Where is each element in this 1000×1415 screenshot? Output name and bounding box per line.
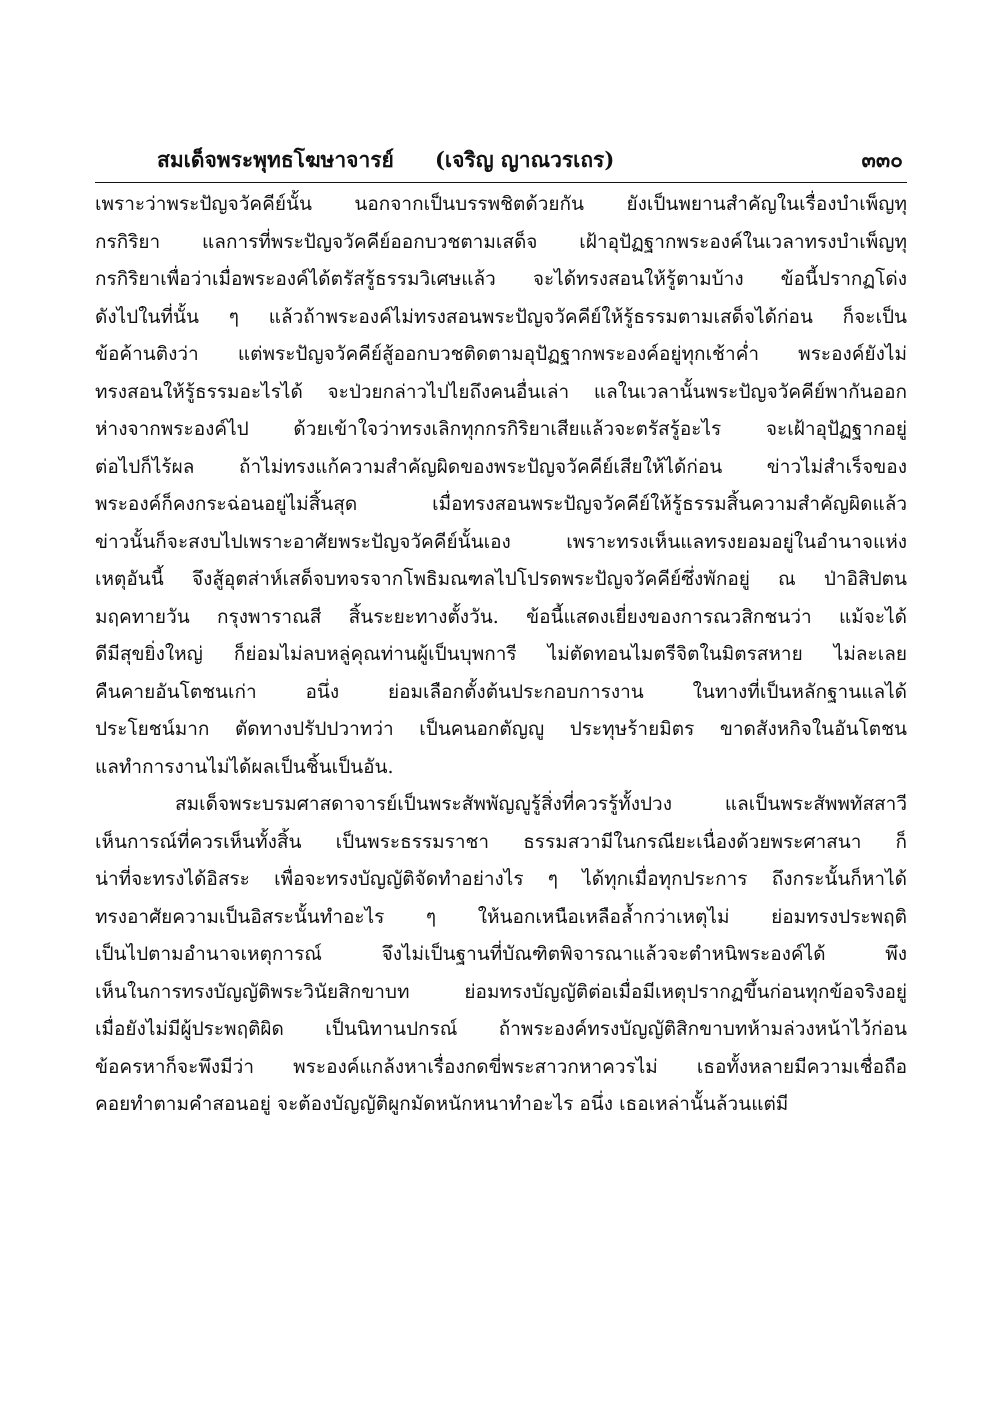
- text-line: มฤคทายวัน กรุงพาราณสี สิ้นระยะทางตั้งวัน. ข้อนี้แสดงเยี่ยงของการณวสิกชนว่า แม้จะได้: [95, 605, 907, 628]
- text-line: ข้อค้านติงว่า แต่พระปัญจวัคคีย์สู้ออกบวชติดตามอุปัฏฐากพระองค์อยู่ทุกเช้าค่ำ พระองค์ยังไม่: [95, 343, 907, 365]
- text-line: คืนคายอันโตชนเก่า อนึ่ง ย่อมเลือกตั้งต้นประกอบการงาน ในทางที่เป็นหลักฐานแลได้: [95, 680, 907, 703]
- text-line: เมื่อยังไม่มีผู้ประพฤติผิด เป็นนิทานปกรณ์ ถ้าพระองค์ทรงบัญญัติสิกขาบทห้ามล่วงหน้าไว้ก่อน: [95, 1018, 907, 1040]
- text-line: ห่างจากพระองค์ไป ด้วยเข้าใจว่าทรงเลิกทุกกรกิริยาเสียแล้วจะตรัสรู้อะไร จะเฝ้าอุปัฏฐากอยู่: [95, 418, 907, 440]
- page-number: ๓๓๐: [861, 147, 903, 172]
- text-line: ดีมีสุขยิ่งใหญ่ ก็ย่อมไม่ลบหลู่คุณท่านผู้เป็นบุพการี ไม่ตัดทอนไมตรีจิตในมิตรสหาย ไม่ละเลย: [95, 643, 907, 665]
- text-line: กรกิริยาเพื่อว่าเมื่อพระองค์ได้ตรัสรู้ธรรมวิเศษแล้ว จะได้ทรงสอนให้รู้ตามบ้าง ข้อนี้ปรากฏโด่ง: [95, 268, 907, 290]
- text-line: ดังไปในที่นั้น ๆ แล้วถ้าพระองค์ไม่ทรงสอนพระปัญจวัคคีย์ให้รู้ธรรมตามเสด็จได้ก่อน ก็จะเป็น: [95, 305, 907, 328]
- text-line: เป็นไปตามอำนาจเหตุการณ์ จึงไม่เป็นฐานที่บัณฑิตพิจารณาแล้วจะตำหนิพระองค์ได้ พึง: [95, 943, 907, 965]
- body-text: [95, 186, 907, 1124]
- text-line: คอยทำตามคำสอนอยู่ จะต้องบัญญัติผูกมัดหนักหนาทำอะไร อนึ่ง เธอเหล่านั้นล้วนแต่มี: [95, 1093, 789, 1115]
- text-line: เพราะว่าพระปัญจวัคคีย์นั้น นอกจากเป็นบรรพชิตด้วยกัน ยังเป็นพยานสำคัญในเรื่องบำเพ็ญทุ: [95, 193, 907, 215]
- header-author: (เจริญ ญาณวรเถร): [435, 147, 615, 172]
- text-line: กรกิริยา แลการที่พระปัญจวัคคีย์ออกบวชตามเสด็จ เฝ้าอุปัฏฐากพระองค์ในเวลาทรงบำเพ็ญทุ: [95, 230, 907, 253]
- header-title: สมเด็จพระพุทธโฆษาจารย์: [157, 147, 394, 172]
- header-divider: [95, 182, 907, 183]
- text-line: พระองค์ก็คงกระฉ่อนอยู่ไม่สิ้นสุด เมื่อทรงสอนพระปัญจวัคคีย์ให้รู้ธรรมสิ้นความสำคัญผิดแล้ว: [95, 493, 907, 515]
- text-line: น่าที่จะทรงได้อิสระ เพื่อจะทรงบัญญัติจัดทำอย่างไร ๆ ได้ทุกเมื่อทุกประการ ถึงกระนั้นก็หาได้: [95, 868, 907, 890]
- text-line: เห็นในการทรงบัญญัติพระวินัยสิกขาบท ย่อมทรงบัญญัติต่อเมื่อมีเหตุปรากฏขึ้นก่อนทุกข้อจริงอยู่: [95, 980, 907, 1003]
- text-line: เหตุอันนี้ จึงสู้อุตส่าห์เสด็จบทจรจากโพธิมณฑลไปโปรดพระปัญจวัคคีย์ซึ่งพักอยู่ ณ ป่าอิสิปตน: [95, 568, 907, 590]
- text-line: ข่าวนั้นก็จะสงบไปเพราะอาศัยพระปัญจวัคคีย์นั้นเอง เพราะทรงเห็นแลทรงยอมอยู่ในอำนาจแห่ง: [95, 530, 907, 553]
- text-line: ทรงสอนให้รู้ธรรมอะไรได้ จะป่วยกล่าวไปไยถึงคนอื่นเล่า แลในเวลานั้นพระปัญจวัคคีย์พากันออก: [95, 380, 907, 403]
- text-line: แลทำการงานไม่ได้ผลเป็นชิ้นเป็นอัน.: [95, 755, 394, 778]
- text-line: ประโยชน์มาก ตัดทางปรัปปวาทว่า เป็นคนอกตัญญู ประทุษร้ายมิตร ขาดสังหกิจในอันโตชน: [95, 718, 907, 740]
- text-line: ทรงอาศัยความเป็นอิสระนั้นทำอะไร ๆ ให้นอกเหนือเหลือล้ำกว่าเหตุไม่ ย่อมทรงประพฤติ: [95, 905, 907, 928]
- text-line: เห็นการณ์ที่ควรเห็นทั้งสิ้น เป็นพระธรรมราชา ธรรมสวามีในกรณียะเนื่องด้วยพระศาสนา ก็: [95, 830, 907, 853]
- text-line: ข้อครหาก็จะพึงมีว่า พระองค์แกล้งหาเรื่องกดขี่พระสาวกหาควรไม่ เธอทั้งหลายมีความเชื่อถือ: [95, 1055, 907, 1078]
- page-header: [95, 140, 907, 180]
- text-line: ต่อไปก็ไร้ผล ถ้าไม่ทรงแก้ความสำคัญผิดของพระปัญจวัคคีย์เสียให้ได้ก่อน ข่าวไม่สำเร็จของ: [95, 455, 907, 478]
- text-line: สมเด็จพระบรมศาสดาจารย์เป็นพระสัพพัญญูรู้สิ่งที่ควรรู้ทั้งปวง แลเป็นพระสัพพทัสสาวี: [175, 793, 907, 815]
